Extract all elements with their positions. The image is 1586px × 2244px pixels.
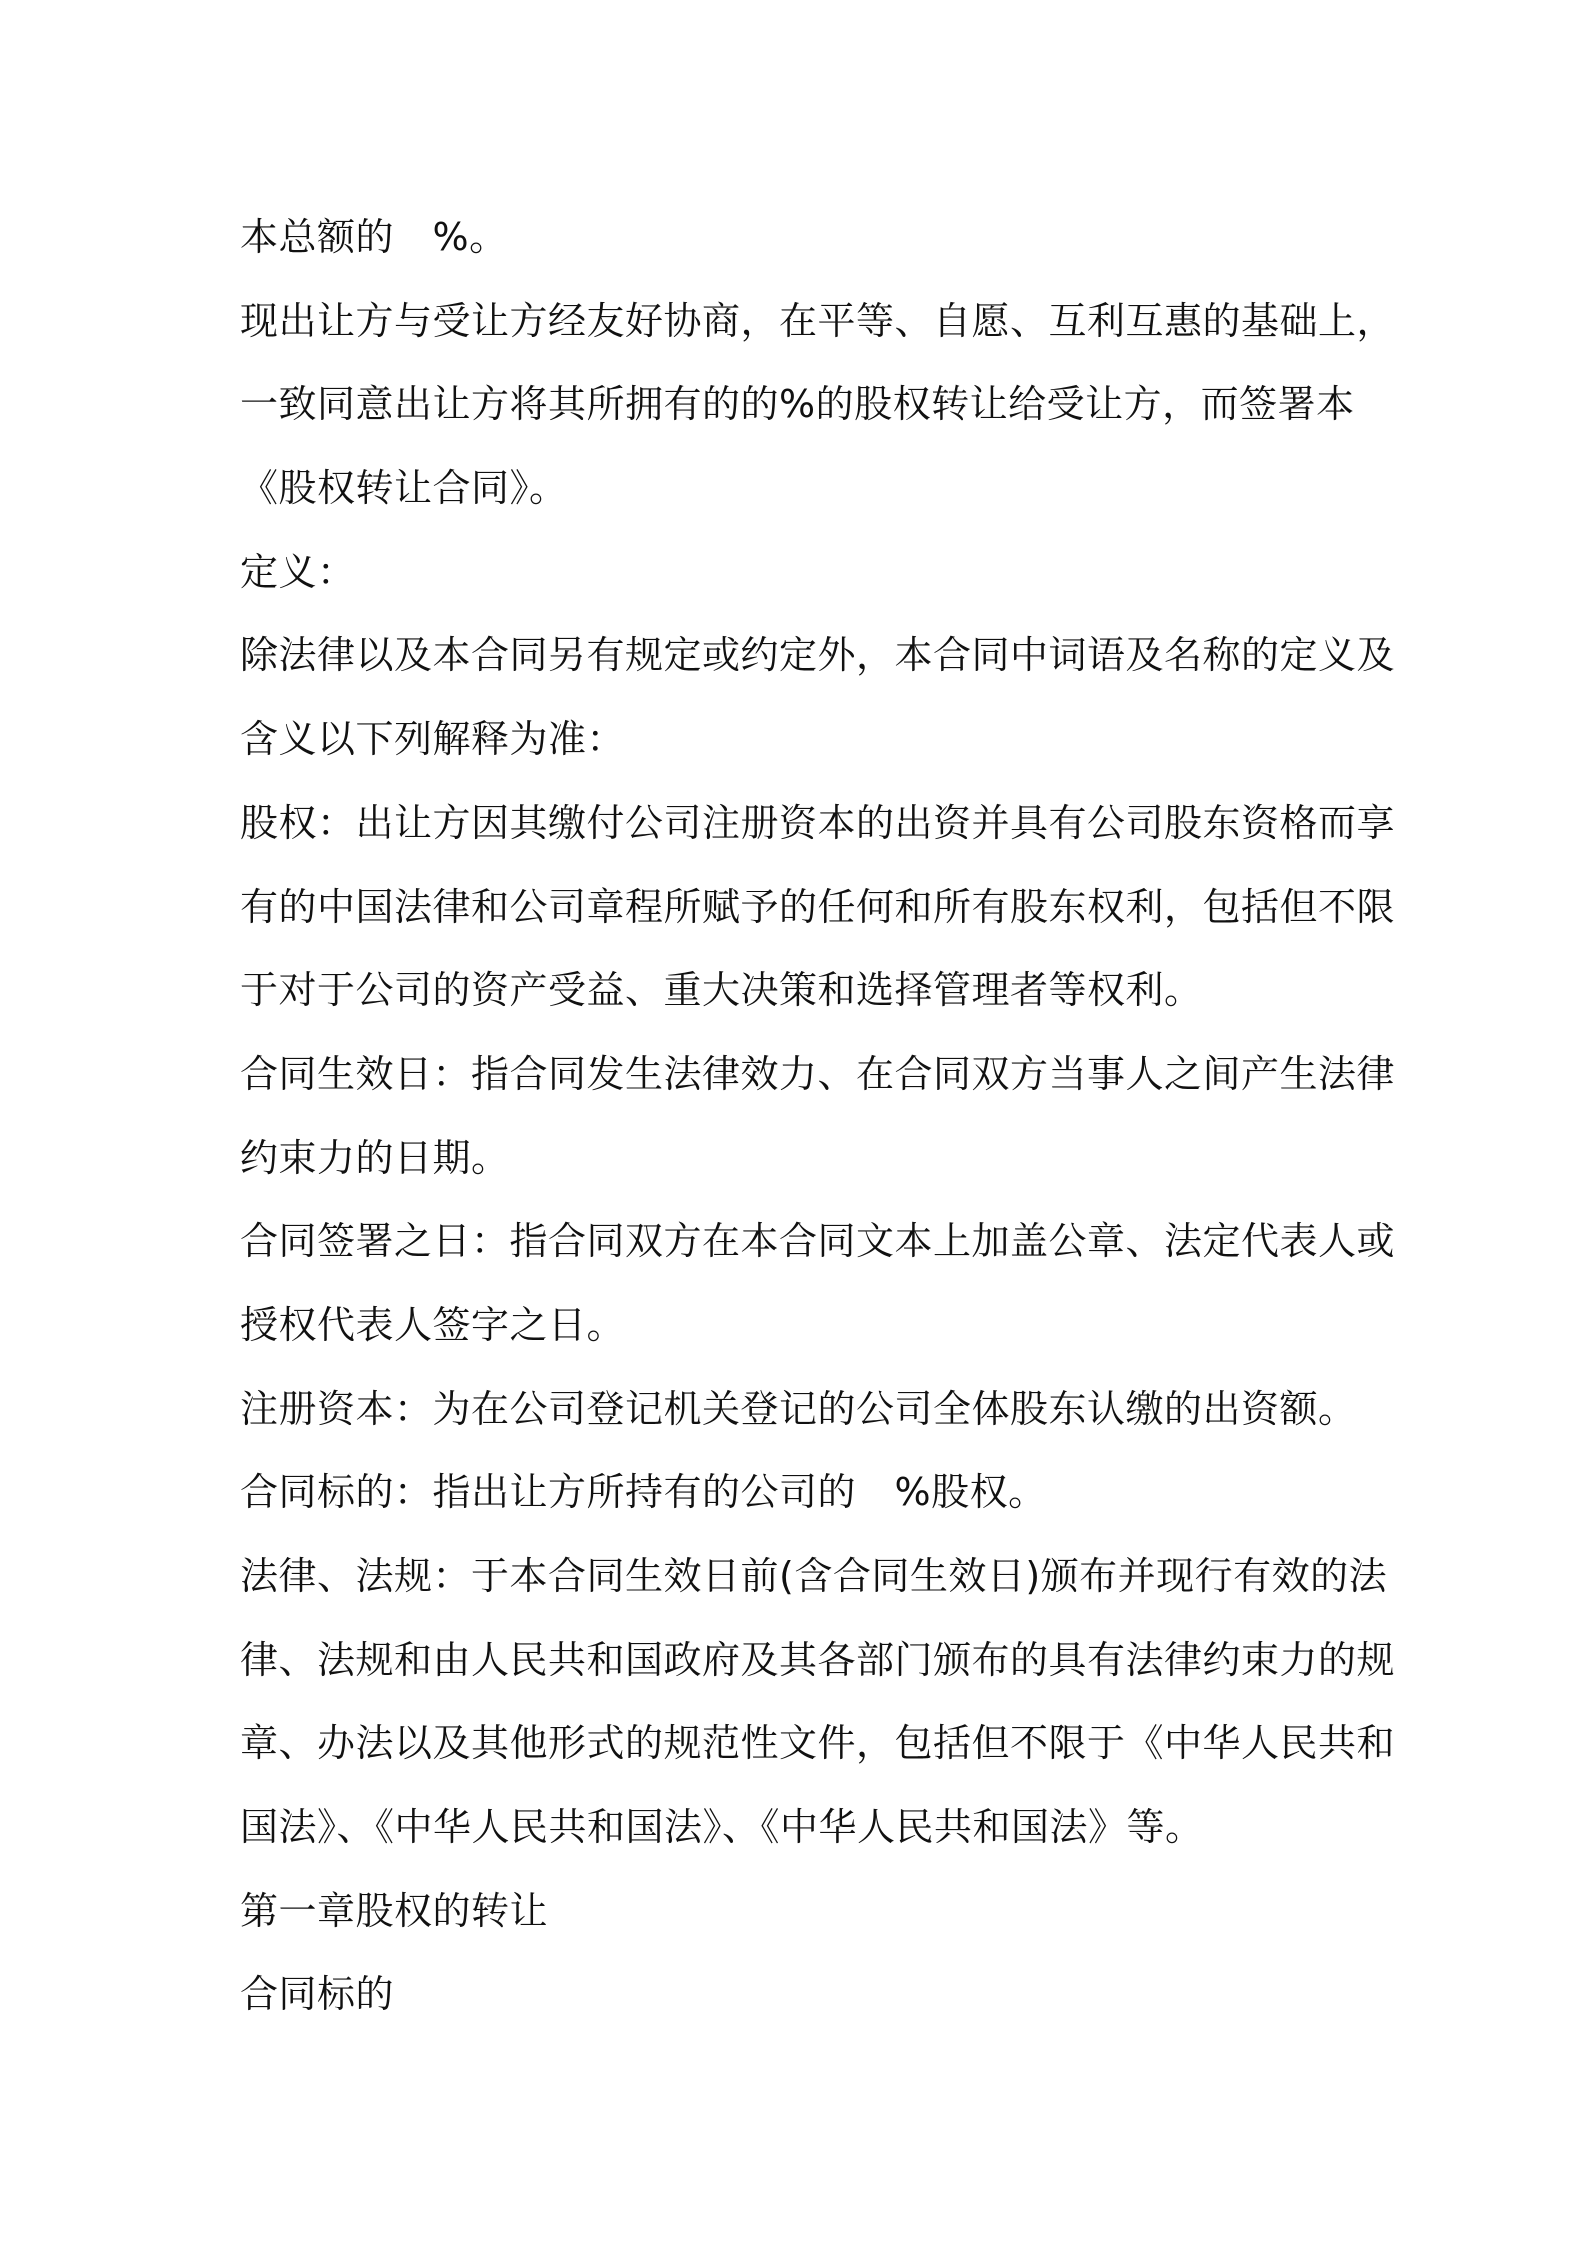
section-heading: 合同标的 [240,1972,395,2017]
text-line: 合同标的：指出让方所持有的公司的 %股权。 [240,1470,1047,1515]
text-line: 含义以下列解释为准： [240,717,626,762]
text-line: 除法律以及本合同另有规定或约定外，本合同中词语及名称的定义及 [240,633,1396,678]
text-line: 法律、法规：于本合同生效日前(含合同生效日)颁布并现行有效的法 [240,1554,1388,1598]
text-line: 合同签署之日：指合同双方在本合同文本上加盖公章、法定代表人或 [240,1219,1396,1264]
text-line: 注册资本：为在公司登记机关登记的公司全体股东认缴的出资额。 [240,1386,1357,1431]
text-line: 国法》、《中华人民共和国法》、《中华人民共和国法》等。 [240,1805,1204,1850]
text-line: 有的中国法律和公司章程所赋予的任何和所有股东权利，包括但不限 [240,884,1396,929]
text-line: 于对于公司的资产受益、重大决策和选择管理者等权利。 [240,968,1203,1013]
text-line: 本总额的 %。 [240,215,508,259]
document-body [240,196,1396,2037]
text-line: 章、办法以及其他形式的规范性文件，包括但不限于《中华人民共和 [240,1721,1396,1766]
text-line: 合同生效日：指合同发生法律效力、在合同双方当事人之间产生法律 [240,1051,1396,1096]
text-line: 股权：出让方因其缴付公司注册资本的出资并具有公司股东资格而享 [240,800,1396,845]
chapter-heading: 第一章股权的转让 [240,1888,549,1933]
text-line: 律、法规和由人民共和国政府及其各部门颁布的具有法律约束力的规 [240,1637,1396,1682]
text-line: 一致同意出让方将其所拥有的的%的股权转让给受让方，而签署本 [240,382,1355,427]
text-line: 约束力的日期。 [240,1135,510,1180]
text-line: 授权代表人签字之日。 [240,1302,626,1347]
section-heading: 定义： [240,549,356,594]
text-line: 《股权转让合同》。 [240,466,568,511]
text-line: 现出让方与受让方经友好协商，在平等、自愿、互利互惠的基础上， [240,298,1396,343]
